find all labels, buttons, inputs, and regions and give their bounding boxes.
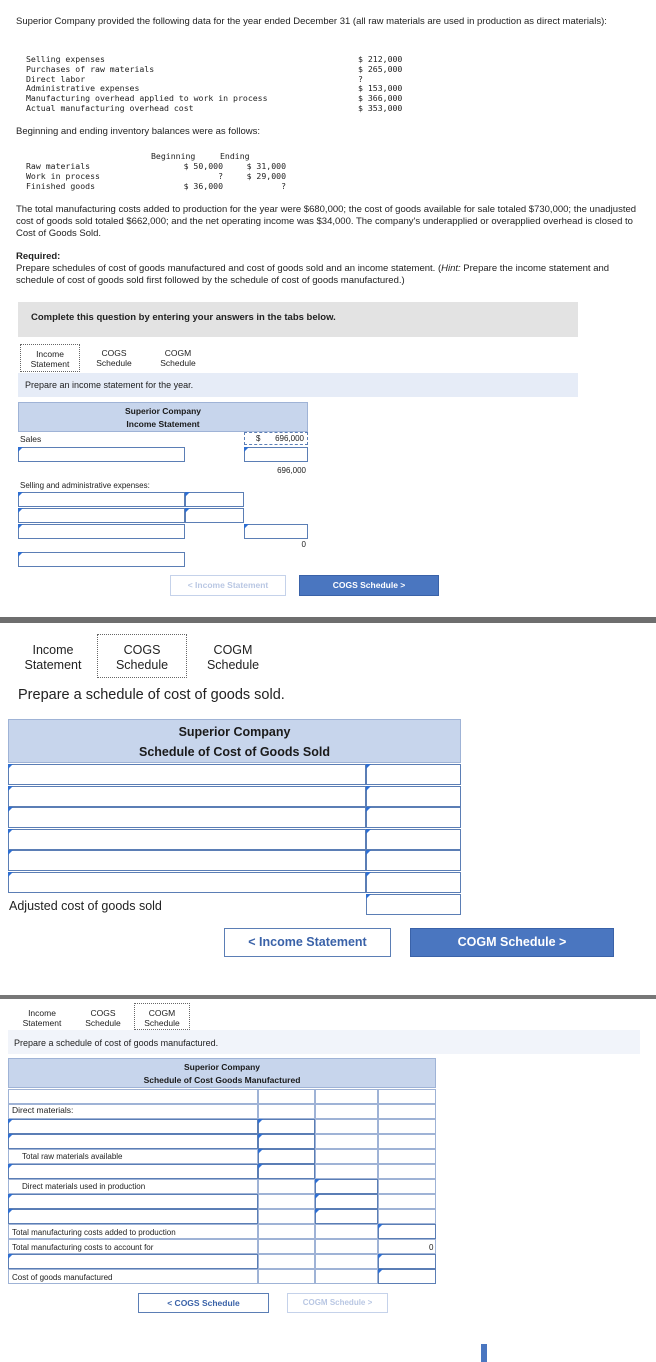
data-row-value: ? xyxy=(358,73,363,84)
cogm-cell-input[interactable] xyxy=(315,1179,378,1194)
data-row-label: Direct labor xyxy=(26,73,86,84)
selling-admin-label: Selling and administrative expenses: xyxy=(20,481,150,490)
cogm-cell xyxy=(315,1239,378,1254)
cogm-label: Cost of goods manufactured xyxy=(12,1273,113,1282)
income-row-2-amount[interactable] xyxy=(244,447,308,462)
income-company: Superior Company xyxy=(124,406,202,416)
direct-materials-label: Direct materials: xyxy=(12,1105,74,1115)
cogs-company: Superior Company xyxy=(178,725,291,739)
cogm-next-button: COGM Schedule > xyxy=(287,1293,388,1313)
tab-income-statement-2[interactable]: Income Statement xyxy=(24,643,82,672)
required-label: Required: xyxy=(16,251,61,262)
cogm-cell xyxy=(258,1224,315,1239)
tab-income-statement-3[interactable]: Income Statement xyxy=(22,1008,62,1028)
inventory-row-end: ? xyxy=(281,181,286,191)
adjusted-cogs-label: Adjusted cost of goods sold xyxy=(9,899,162,913)
cogm-cell-input[interactable] xyxy=(378,1224,436,1239)
cogs-title: Schedule of Cost of Goods Sold xyxy=(139,745,330,759)
inventory-intro: Beginning and ending inventory balances were as follows: xyxy=(16,126,260,137)
income-next-button[interactable]: COGS Schedule > xyxy=(299,575,439,596)
tab-cogs-schedule-2[interactable]: COGS Schedule xyxy=(97,634,187,678)
cogm-cell xyxy=(378,1134,436,1149)
panel-divider-2 xyxy=(0,995,656,999)
inventory-row-end: $ 31,000 xyxy=(246,161,286,171)
cogm-cell xyxy=(315,1134,378,1149)
cogm-cell-input[interactable] xyxy=(258,1149,315,1164)
complete-banner-text: Complete this question by entering your answers in the tabs below. xyxy=(31,312,336,323)
cogs-row-label[interactable] xyxy=(8,764,366,785)
cogm-cell xyxy=(258,1089,315,1104)
total-mfg-account-label: Total manufacturing costs to account for xyxy=(12,1243,154,1252)
cogm-cell xyxy=(378,1089,436,1104)
data-row-value: $ 212,000 xyxy=(358,54,403,64)
tab-cogm-schedule[interactable]: COGM Schedule xyxy=(160,348,196,368)
cogm-cell-input[interactable] xyxy=(8,1209,258,1224)
sa-expense-2-amount[interactable] xyxy=(185,508,244,523)
cogs-row-amount[interactable] xyxy=(366,764,461,785)
cogs-row-label[interactable] xyxy=(8,807,366,828)
cogm-cell-input[interactable] xyxy=(378,1269,436,1284)
sales-amount[interactable]: $ 696,000 xyxy=(244,432,308,445)
cogs-instruction: Prepare a schedule of cost of goods sold. xyxy=(18,687,285,703)
instruction-bar-1 xyxy=(18,373,578,397)
sa-total-label[interactable] xyxy=(18,524,185,539)
cogm-instruction: Prepare a schedule of cost of goods manufactured. xyxy=(14,1038,219,1048)
complete-banner xyxy=(18,302,578,337)
cogm-cell xyxy=(378,1104,436,1119)
cogm-cell xyxy=(315,1119,378,1134)
tab-income-statement[interactable]: Income Statement xyxy=(20,344,80,372)
cogm-cell-input[interactable] xyxy=(315,1194,378,1209)
income-instruction: Prepare an income statement for the year. xyxy=(25,380,194,390)
total-raw-label: Total raw materials available xyxy=(22,1152,123,1161)
cogs-row-amount[interactable] xyxy=(366,829,461,850)
data-row-label: Selling expenses xyxy=(26,54,105,64)
instruction-bar-3 xyxy=(8,1030,640,1054)
cogm-cell xyxy=(315,1254,378,1269)
income-row-2-label[interactable] xyxy=(18,447,185,462)
cogm-cell-input[interactable] xyxy=(8,1134,258,1149)
cogm-cell xyxy=(8,1089,258,1104)
data-row-label: Actual manufacturing overhead cost xyxy=(26,103,194,113)
cogm-cell xyxy=(378,1239,436,1254)
cogm-cell-input[interactable] xyxy=(8,1194,258,1209)
data-row-value: $ 265,000 xyxy=(358,63,403,74)
income-prev-button: < Income Statement xyxy=(170,575,286,596)
inventory-row-end: $ 29,000 xyxy=(246,171,286,181)
tab-cogm-schedule-3[interactable]: COGM Schedule xyxy=(134,1003,190,1030)
cogs-row-label[interactable] xyxy=(8,850,366,871)
cogs-row-amount[interactable] xyxy=(366,807,461,828)
cogm-cell-input[interactable] xyxy=(258,1164,315,1179)
tab-cogs-schedule-3[interactable]: COGS Schedule xyxy=(85,1008,121,1028)
cogm-cell xyxy=(258,1209,315,1224)
cogm-cell-input[interactable] xyxy=(378,1254,436,1269)
cogs-row-label[interactable] xyxy=(8,829,366,850)
cogm-cell-input[interactable] xyxy=(258,1134,315,1149)
sa-expense-1-label[interactable] xyxy=(18,492,185,507)
inventory-row-begin: $ 50,000 xyxy=(183,161,223,171)
cogm-cell xyxy=(315,1149,378,1164)
inventory-row-begin: $ 36,000 xyxy=(183,181,223,191)
total-mfg-account-value: 0 xyxy=(429,1243,434,1252)
cogm-prev-button[interactable]: < COGS Schedule xyxy=(138,1293,269,1313)
sales-label: Sales xyxy=(20,434,42,444)
cogm-company: Superior Company xyxy=(183,1062,261,1072)
data-row-value: $ 353,000 xyxy=(358,103,403,113)
cogm-cell xyxy=(258,1269,315,1284)
tab-cogm-schedule-2[interactable]: COGM Schedule xyxy=(206,643,260,672)
sa-total-amount[interactable] xyxy=(244,524,308,539)
problem-intro: Superior Company provided the following data for the year ended December 31 (all raw materials are used in production as direct materials): xyxy=(16,16,607,27)
dm-used-label: Direct materials used in production xyxy=(22,1182,146,1191)
sa-expense-2-label[interactable] xyxy=(18,508,185,523)
cogm-cell xyxy=(315,1164,378,1179)
cogm-cell xyxy=(378,1149,436,1164)
inventory-row-label: Work in process xyxy=(26,171,100,181)
cogs-next-button[interactable]: COGM Schedule > xyxy=(410,928,614,957)
income-final-value: 0 xyxy=(301,540,306,549)
cogm-title: Schedule of Cost Goods Manufactured xyxy=(143,1075,301,1085)
cogs-row-amount[interactable] xyxy=(366,786,461,807)
cogs-prev-button[interactable]: < Income Statement xyxy=(224,928,391,957)
income-title: Income Statement xyxy=(126,419,200,429)
cogm-cell xyxy=(258,1239,315,1254)
cogm-cell xyxy=(315,1104,378,1119)
cogm-cell xyxy=(378,1209,436,1224)
data-row-label: Manufacturing overhead applied to work in process xyxy=(26,93,268,104)
data-row-label: Purchases of raw materials xyxy=(26,63,155,74)
cogm-cell-input[interactable] xyxy=(8,1254,258,1269)
tab-strip-1 xyxy=(18,344,578,372)
total-mfg-added-label: Total manufacturing costs added to production xyxy=(12,1228,176,1237)
cogs-row-label[interactable] xyxy=(8,872,366,893)
data-row-value: $ 366,000 xyxy=(358,93,403,104)
cogm-cell xyxy=(315,1089,378,1104)
cogs-header xyxy=(8,719,461,763)
sa-expense-1-amount[interactable] xyxy=(185,492,244,507)
data-row-label: Administrative expenses xyxy=(26,83,140,94)
inventory-row-begin: ? xyxy=(218,171,223,181)
adjusted-cogs-amount[interactable] xyxy=(366,894,461,915)
required-text: Prepare schedules of cost of goods manufactured and cost of goods sold and an income statement. (Hint: Prepare the income statement and schedule of cost of goods sold first followed by the schedule of cost of goods manufactured.) xyxy=(16,263,610,286)
cogm-cell xyxy=(378,1179,436,1194)
cogm-header xyxy=(8,1058,436,1088)
inventory-row-label: Finished goods xyxy=(26,181,96,191)
cogm-cell xyxy=(258,1194,315,1209)
cogm-cell xyxy=(378,1119,436,1134)
cogm-cell xyxy=(258,1179,315,1194)
net-income-label[interactable] xyxy=(18,552,185,567)
cogm-cell-input[interactable] xyxy=(315,1209,378,1224)
cogm-cell xyxy=(258,1104,315,1119)
income-subtotal: 696,000 xyxy=(277,466,306,475)
cogm-cell xyxy=(378,1194,436,1209)
tab-cogs-schedule[interactable]: COGS Schedule xyxy=(96,348,132,368)
income-header xyxy=(18,402,308,432)
cogs-row-amount[interactable] xyxy=(366,850,461,871)
data-row-value: $ 153,000 xyxy=(358,83,403,94)
cogm-cell-input[interactable] xyxy=(258,1119,315,1134)
cogm-cell xyxy=(315,1269,378,1284)
scroll-marker xyxy=(481,1344,487,1362)
panel-divider-1 xyxy=(0,617,656,623)
cogm-cell xyxy=(378,1164,436,1179)
cogs-row-amount[interactable] xyxy=(366,872,461,893)
problem-paragraph: The total manufacturing costs added to production for the year were $680,000; the cost of goods available for sale totaled $730,000; the unadjusted cost of goods sold totaled $662,000; and the net operating income was $34,000. The company's underapplied or overapplied overhead is closed to Cost of Goods Sold. xyxy=(16,204,637,239)
cogm-cell xyxy=(315,1224,378,1239)
cogm-cell xyxy=(258,1254,315,1269)
cogm-cell-input[interactable] xyxy=(8,1164,258,1179)
inventory-row-label: Raw materials xyxy=(26,161,91,171)
inv-head-end: Ending xyxy=(220,151,250,161)
cogs-row-label[interactable] xyxy=(8,786,366,807)
inv-head-begin: Beginning xyxy=(151,151,196,161)
cogm-cell-input[interactable] xyxy=(8,1119,258,1134)
